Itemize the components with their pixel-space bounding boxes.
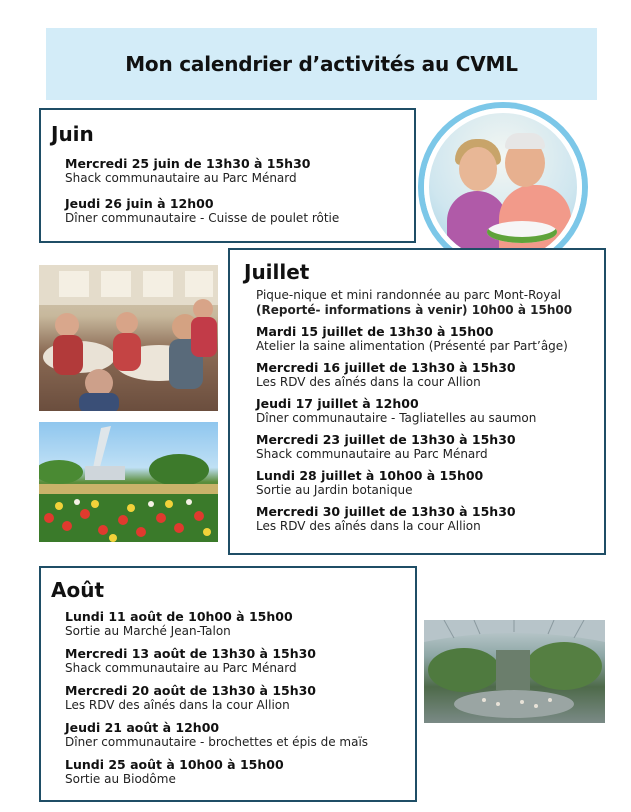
event-item xyxy=(256,396,594,426)
event-description: Sortie au Jardin botanique xyxy=(256,483,413,497)
event-item xyxy=(256,468,594,498)
event-description: Pique-nique et mini randonnée au parc Mont-Royal xyxy=(256,288,562,302)
event-item xyxy=(65,196,404,226)
event-item xyxy=(256,324,594,354)
event-date: Mercredi 13 août de 13h30 à 15h30 xyxy=(65,646,317,661)
event-date: Mercredi 20 août de 13h30 à 15h30 xyxy=(65,683,317,698)
event-date: Mercredi 16 juillet de 13h30 à 15h30 xyxy=(256,360,516,375)
event-date: Jeudi 26 juin à 12h00 xyxy=(65,196,214,211)
event-date: (Reporté- informations à venir) 10h00 à 15h00 xyxy=(256,303,573,317)
event-date: Jeudi 17 juillet à 12h00 xyxy=(256,396,419,411)
biodome-photo xyxy=(424,620,605,723)
event-date: Mardi 15 juillet de 13h30 à 15h00 xyxy=(256,324,494,339)
event-item xyxy=(65,609,405,639)
event-item xyxy=(65,757,405,787)
event-description: Atelier la saine alimentation (Présenté par Part’âge) xyxy=(256,339,568,353)
event-item xyxy=(256,504,594,534)
event-description: Dîner communautaire - brochettes et épis de maïs xyxy=(65,735,369,749)
event-date: Lundi 28 juillet à 10h00 à 15h00 xyxy=(256,468,484,483)
event-date: Mercredi 23 juillet de 13h30 à 15h30 xyxy=(256,432,516,447)
event-date: Mercredi 30 juillet de 13h30 à 15h30 xyxy=(256,504,516,519)
section-title-juin: Juin xyxy=(51,122,94,146)
event-description: Les RDV des aînés dans la cour Allion xyxy=(65,698,290,712)
event-date: Mercredi 25 juin de 13h30 à 15h30 xyxy=(65,156,311,171)
event-item xyxy=(65,646,405,676)
section-juin xyxy=(39,108,416,243)
event-description: Sortie au Biodôme xyxy=(65,772,176,786)
event-description: Les RDV des aînés dans la cour Allion xyxy=(256,519,481,533)
section-aout xyxy=(39,566,417,802)
event-description: Sortie au Marché Jean-Talon xyxy=(65,624,231,638)
event-item xyxy=(256,360,594,390)
event-description: Dîner communautaire - Cuisse de poulet rôtie xyxy=(65,211,340,225)
title-banner xyxy=(46,28,597,100)
section-title-juillet: Juillet xyxy=(244,260,310,284)
event-item xyxy=(65,156,404,186)
tulips-illustration xyxy=(39,422,218,542)
event-item xyxy=(256,288,594,318)
section-juillet xyxy=(228,248,606,555)
event-item xyxy=(65,683,405,713)
community-dinner-illustration xyxy=(39,265,218,411)
event-description: Dîner communautaire - Tagliatelles au saumon xyxy=(256,411,537,425)
seniors-couple-photo xyxy=(424,108,582,266)
event-date: Jeudi 21 août à 12h00 xyxy=(65,720,220,735)
section-title-aout: Août xyxy=(51,578,105,602)
event-date: Lundi 11 août de 10h00 à 15h00 xyxy=(65,609,293,624)
event-item xyxy=(65,720,405,750)
event-date: Lundi 25 août à 10h00 à 15h00 xyxy=(65,757,284,772)
event-description: Shack communautaire au Parc Ménard xyxy=(256,447,488,461)
event-item xyxy=(256,432,594,462)
event-description: Les RDV des aînés dans la cour Allion xyxy=(256,375,481,389)
biodome-illustration xyxy=(424,620,605,723)
community-dinner-photo xyxy=(39,265,218,411)
page-title: Mon calendrier d’activités au CVML xyxy=(125,52,518,76)
event-description: Shack communautaire au Parc Ménard xyxy=(65,171,297,185)
botanical-garden-tulips-photo xyxy=(39,422,218,542)
event-description: Shack communautaire au Parc Ménard xyxy=(65,661,297,675)
